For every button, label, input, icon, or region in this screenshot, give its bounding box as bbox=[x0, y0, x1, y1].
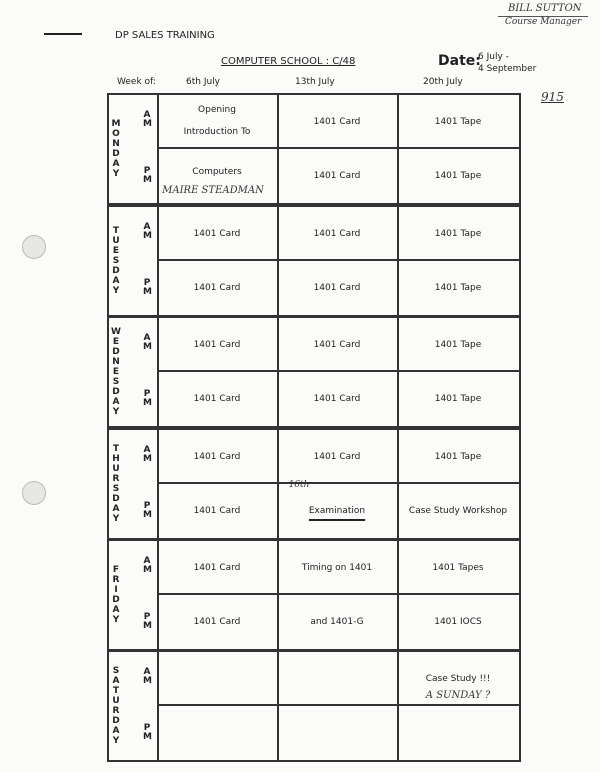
cell-am-week1-line2: Introduction To bbox=[183, 127, 251, 137]
pm-label: PM bbox=[143, 501, 152, 520]
cell-am-week3: 1401 Tape bbox=[434, 117, 482, 127]
am-label: AM bbox=[143, 333, 152, 352]
punch-hole-bottom bbox=[22, 481, 46, 505]
cell-pm-week1: 1401 Card bbox=[193, 283, 241, 293]
column-divider bbox=[157, 430, 159, 538]
column-divider bbox=[397, 318, 399, 426]
am-label: AM bbox=[143, 110, 152, 129]
cell-am-week3: 1401 Tape bbox=[434, 340, 482, 350]
column-divider bbox=[397, 95, 399, 203]
day-label: THURSDAY bbox=[112, 444, 120, 524]
cell-pm-week2: and 1401-G bbox=[310, 617, 364, 627]
cell-am-week3: 1401 Tape bbox=[434, 452, 482, 462]
cell-am-week3: Case Study !!! bbox=[425, 674, 491, 684]
am-pm-divider bbox=[157, 370, 519, 372]
am-pm-divider bbox=[157, 482, 519, 484]
cell-pm-week1: 1401 Card bbox=[193, 617, 241, 627]
cell-am-week2: Timing on 1401 bbox=[301, 563, 373, 573]
pm-label: PM bbox=[143, 723, 152, 742]
cell-pm-week2: 1401 Card bbox=[313, 283, 361, 293]
cell-pm-week1: Computers bbox=[192, 167, 242, 177]
handwritten-number: 915 bbox=[541, 90, 564, 104]
cell-pm-week3: 1401 Tape bbox=[434, 394, 482, 404]
cell-pm-week1: 1401 Card bbox=[193, 394, 241, 404]
date-label: Date: bbox=[438, 53, 481, 69]
column-divider bbox=[277, 207, 279, 315]
column-divider bbox=[157, 207, 159, 315]
cell-pm-week1: 1401 Card bbox=[193, 506, 241, 516]
day-block-saturday bbox=[107, 650, 521, 762]
cell-am-week1: Opening bbox=[198, 105, 236, 115]
cell-am-week2: 1401 Card bbox=[313, 229, 361, 239]
cell-am-week2: 1401 Card bbox=[313, 452, 361, 462]
day-label: WEDNESDAY bbox=[111, 327, 121, 417]
day-label: SATURDAY bbox=[112, 666, 120, 746]
cell-am-week2: 1401 Card bbox=[313, 340, 361, 350]
day-label: FRIDAY bbox=[112, 565, 120, 625]
handwritten-note: A SUNDAY ? bbox=[425, 690, 491, 701]
column-divider bbox=[397, 652, 399, 760]
handwritten-rule bbox=[498, 16, 588, 17]
cell-pm-week3: 1401 Tape bbox=[434, 171, 482, 181]
cell-pm-week3: Case Study Workshop bbox=[408, 506, 508, 516]
column-week-2: 13th July bbox=[295, 77, 335, 87]
column-divider bbox=[397, 430, 399, 538]
column-week-3: 20th July bbox=[423, 77, 463, 87]
week-of-label: Week of: bbox=[117, 77, 156, 87]
cell-pm-week3: 1401 IOCS bbox=[434, 617, 482, 627]
day-block-friday bbox=[107, 539, 521, 651]
cell-pm-week2: 1401 Card bbox=[313, 394, 361, 404]
date-line-2: 4 September bbox=[478, 64, 537, 74]
cell-am-week2: 1401 Card bbox=[313, 117, 361, 127]
am-label: AM bbox=[143, 445, 152, 464]
cell-am-week1: 1401 Card bbox=[193, 563, 241, 573]
day-block-tuesday bbox=[107, 205, 521, 317]
day-block-wednesday bbox=[107, 316, 521, 428]
column-divider bbox=[277, 318, 279, 426]
handwritten-role: Course Manager bbox=[505, 17, 582, 27]
cell-am-week1: 1401 Card bbox=[193, 229, 241, 239]
date-line-1: 6 July - bbox=[478, 52, 509, 62]
am-label: AM bbox=[143, 556, 152, 575]
day-label: MONDAY bbox=[111, 119, 121, 179]
column-divider bbox=[277, 652, 279, 760]
column-divider bbox=[277, 541, 279, 649]
am-pm-divider bbox=[157, 704, 519, 706]
day-block-monday bbox=[107, 93, 521, 205]
cell-pm-week3: 1401 Tape bbox=[434, 283, 482, 293]
pm-label: PM bbox=[143, 612, 152, 631]
column-divider bbox=[397, 207, 399, 315]
am-pm-divider bbox=[157, 259, 519, 261]
column-divider bbox=[157, 652, 159, 760]
pm-label: PM bbox=[143, 389, 152, 408]
top-left-rule bbox=[44, 33, 82, 35]
day-block-thursday bbox=[107, 428, 521, 540]
course-title: COMPUTER SCHOOL : C/48 bbox=[221, 56, 356, 67]
column-divider bbox=[157, 318, 159, 426]
column-divider bbox=[157, 541, 159, 649]
cell-pm-week2: Examination bbox=[308, 506, 366, 516]
cell-am-week1: 1401 Card bbox=[193, 340, 241, 350]
handwritten-note: MAIRE STEADMAN bbox=[162, 185, 264, 196]
am-label: AM bbox=[143, 667, 152, 686]
cell-am-week3: 1401 Tapes bbox=[432, 563, 484, 573]
am-pm-divider bbox=[157, 593, 519, 595]
column-week-1: 6th July bbox=[186, 77, 221, 87]
pm-label: PM bbox=[143, 166, 152, 185]
pm-label: PM bbox=[143, 278, 152, 297]
am-label: AM bbox=[143, 222, 152, 241]
day-label: TUESDAY bbox=[112, 226, 120, 296]
cell-am-week1: 1401 Card bbox=[193, 452, 241, 462]
handwritten-name: BILL SUTTON bbox=[508, 3, 582, 14]
column-divider bbox=[397, 541, 399, 649]
cell-am-week3: 1401 Tape bbox=[434, 229, 482, 239]
column-divider bbox=[277, 95, 279, 203]
cell-pm-week2: 1401 Card bbox=[313, 171, 361, 181]
left-title: DP SALES TRAINING bbox=[115, 30, 215, 41]
handwritten-note: 16th bbox=[288, 480, 310, 490]
am-pm-divider bbox=[157, 147, 519, 149]
punch-hole-top bbox=[22, 235, 46, 259]
